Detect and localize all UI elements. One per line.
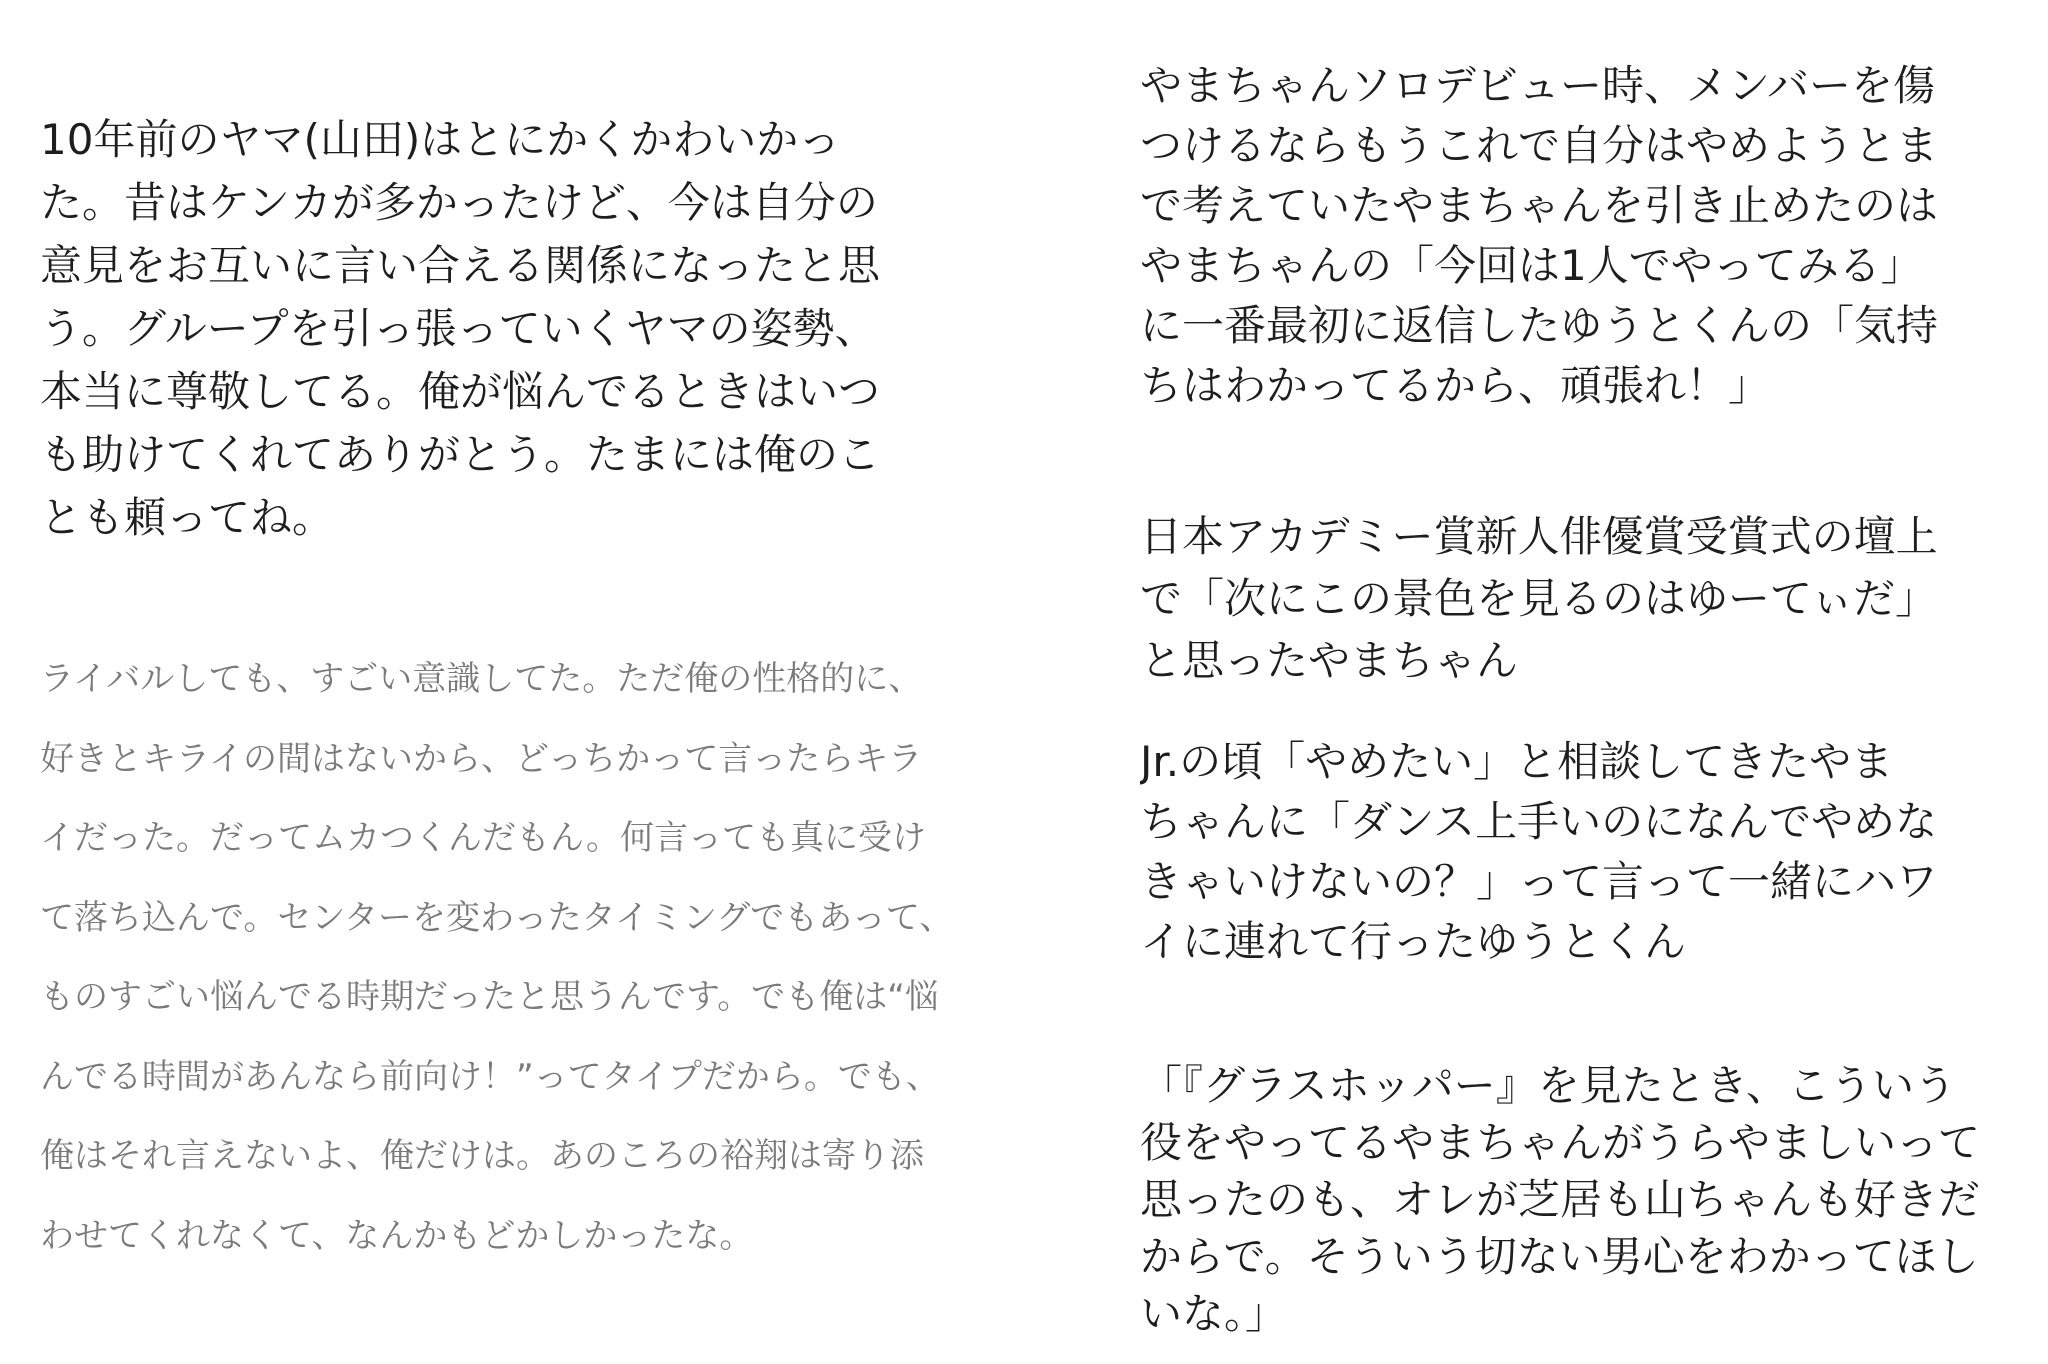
right-paragraph-solo-debut bbox=[1140, 56, 2020, 416]
right-paragraph-junior-days bbox=[1140, 732, 2020, 972]
left-quote-paragraph bbox=[40, 108, 1030, 549]
text-line: 俺はそれ言えないよ、俺だけは。あのころの裕翔は寄り添 bbox=[40, 1136, 924, 1176]
text-line: きゃいけないの？」って言って一緒にハワ bbox=[1140, 857, 1939, 906]
text-line: た。昔はケンカが多かったけど、今は自分の bbox=[40, 178, 878, 227]
text-line: イだった。だってムカつくんだもん。何言っても真に受け bbox=[40, 818, 927, 858]
text-line: んでる時間があんなら前向け！”ってタイプだから。でも、 bbox=[40, 1056, 940, 1097]
right-paragraph-grasshopper-quote bbox=[1140, 1057, 2020, 1342]
text-line: 好きとキライの間はないから、どっちかって言ったらキラ bbox=[40, 738, 923, 779]
text-line: て落ち込んで。センターを変わったタイミングでもあって、 bbox=[40, 897, 954, 938]
text-line: 10年前のヤマ(山田)はとにかくかわいかっ bbox=[40, 115, 841, 164]
right-paragraph-academy-award bbox=[1140, 506, 2020, 692]
text-line: イに連れて行ったゆうとくん bbox=[1140, 917, 1687, 966]
text-line: 意見をお互いに言い合える関係になったと思 bbox=[40, 241, 881, 290]
text-line: 役をやってるやまちゃんがうらやましいって bbox=[1140, 1118, 1981, 1167]
text-line: からで。そういう切ない男心をわかってほし bbox=[1140, 1232, 1979, 1281]
text-line: ちはわかってるから、頑張れ！」 bbox=[1140, 361, 1771, 410]
text-line: う。グループを引っ張っていくヤマの姿勢、 bbox=[40, 304, 877, 353]
text-line: 思ったのも、オレが芝居も山ちゃんも好きだ bbox=[1140, 1175, 1981, 1224]
text-line: つけるならもうこれで自分はやめようとま bbox=[1140, 121, 1939, 170]
text-line: いな。」 bbox=[1140, 1289, 1288, 1338]
text-line: とも頼ってね。 bbox=[40, 493, 335, 542]
text-line: Jr.の頃「やめたい」と相談してきたやま bbox=[1140, 737, 1894, 786]
left-magazine-excerpt bbox=[40, 640, 1030, 1276]
text-line: 本当に尊敬してる。俺が悩んでるときはいつ bbox=[40, 367, 881, 416]
text-line: も助けてくれてありがとう。たまには俺のこ bbox=[40, 430, 881, 479]
text-line: に一番最初に返信したゆうとくんの「気持 bbox=[1140, 301, 1939, 350]
text-line: で考えていたやまちゃんを引き止めたのは bbox=[1140, 181, 1939, 230]
text-line: と思ったやまちゃん bbox=[1140, 636, 1519, 685]
text-line: 「『グラスホッパー』を見たとき、こういう bbox=[1140, 1061, 1957, 1110]
text-line: ライバルしても、すごい意識してた。ただ俺の性格的に、 bbox=[40, 659, 923, 699]
text-line: で「次にこの景色を見るのはゆーてぃだ」 bbox=[1140, 574, 1938, 623]
text-line: やまちゃんの「今回は1人でやってみる」 bbox=[1140, 241, 1923, 290]
text-line: やまちゃんソロデビュー時、メンバーを傷 bbox=[1140, 61, 1936, 110]
text-line: ちゃんに「ダンス上手いのになんでやめな bbox=[1140, 797, 1938, 846]
text-line: わせてくれなくて、なんかもどかしかったな。 bbox=[40, 1215, 754, 1256]
text-line: 日本アカデミー賞新人俳優賞受賞式の壇上 bbox=[1140, 512, 1938, 561]
text-line: ものすごい悩んでる時期だったと思うんです。でも俺は“悩 bbox=[40, 977, 939, 1017]
